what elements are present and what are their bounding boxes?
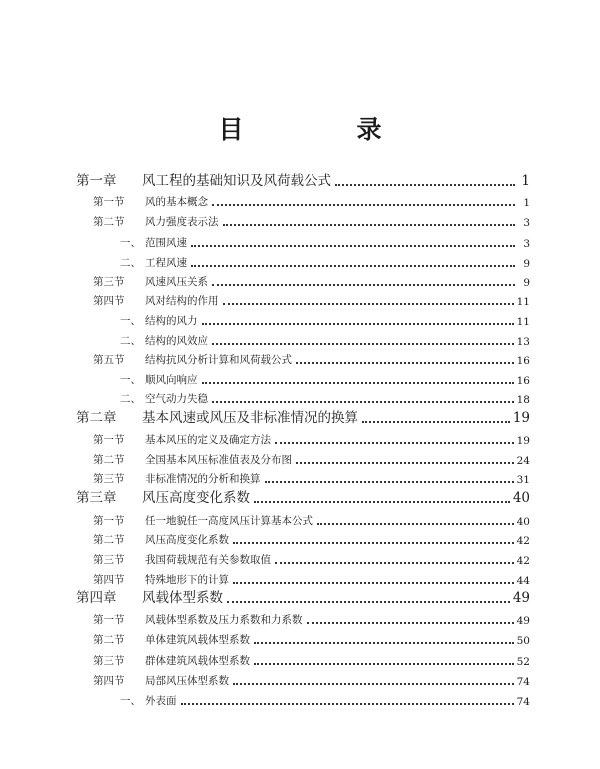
toc-entry-number: 第四节: [93, 574, 125, 586]
toc-entry-page: 9: [523, 277, 530, 289]
toc-entry-sub: [117, 311, 530, 328]
toc-entry-sub: [117, 233, 530, 250]
dot-leader: [275, 562, 514, 564]
toc-entry-page: 19: [516, 435, 530, 447]
toc-entry-sub: [117, 253, 530, 270]
toc-entry-page: 74: [516, 696, 530, 708]
dot-leader: [212, 204, 515, 206]
toc-entry-section: [93, 469, 530, 486]
dot-leader: [254, 501, 510, 503]
dot-leader: [212, 284, 515, 286]
toc-entry-page: 31: [516, 474, 530, 486]
toc-entry-sub: [117, 691, 530, 708]
toc-entry-page: 40: [512, 490, 530, 506]
toc-entry-section: [93, 651, 530, 668]
toc-entry-page: 52: [516, 656, 530, 668]
toc-entry-page: 1: [523, 197, 530, 209]
toc-entry-title: 任一地貌任一高度风压计算基本公式: [145, 515, 313, 527]
toc-entry-section: [93, 630, 530, 647]
toc-entry-page: 24: [516, 455, 530, 467]
toc-entry-page: 50: [516, 635, 530, 647]
dot-leader: [233, 582, 514, 584]
toc-entry-page: 3: [523, 217, 530, 229]
toc-entry-sub: [117, 389, 530, 406]
dot-leader: [296, 462, 514, 464]
toc-entry-chapter: [76, 489, 530, 506]
toc-entry-title: 风对结构的作用: [145, 295, 219, 307]
dot-leader: [254, 663, 514, 665]
toc-entry-page: 13: [516, 336, 530, 348]
dot-leader: [254, 642, 514, 644]
toc-entry-number: 第一章: [76, 173, 117, 189]
toc-entry-section: [93, 450, 530, 467]
dot-leader: [202, 323, 514, 325]
toc-entry-number: 第四节: [93, 675, 125, 687]
toc-entry-title: 空气动力失稳: [145, 393, 208, 405]
toc-entry-section: [93, 430, 530, 447]
toc-entry-chapter: [76, 172, 530, 189]
toc-entry-page: 3: [523, 238, 530, 250]
toc-entry-sub: [117, 370, 530, 387]
dot-leader: [181, 703, 514, 705]
toc-entry-section: [93, 671, 530, 688]
dot-leader: [191, 265, 515, 267]
toc-entry-number: 第四节: [93, 295, 125, 307]
toc-entry-number: 一、: [120, 237, 141, 249]
toc-entry-title: 局部风压体型系数: [145, 675, 229, 687]
toc-entry-number: 第三节: [93, 554, 125, 566]
toc-entry-number: 第二节: [93, 534, 125, 546]
toc-entry-number: 第一节: [93, 614, 125, 626]
toc-entry-number: 第二节: [93, 454, 125, 466]
toc-entry-title: 风载体型系数: [142, 590, 223, 606]
toc-entry-number: 第二章: [76, 410, 117, 426]
toc-entry-sub: [117, 331, 530, 348]
toc-entry-section: [93, 272, 530, 289]
toc-entry-title: 基本风速或风压及非标准情况的换算: [142, 410, 358, 426]
toc-entry-page: 49: [516, 615, 530, 627]
dot-leader: [202, 382, 514, 384]
toc-entry-number: 二、: [120, 257, 141, 269]
toc-entry-title: 风力强度表示法: [145, 216, 219, 228]
toc-entry-section: [93, 570, 530, 587]
toc-entry-page: 9: [523, 258, 530, 270]
toc-entry-number: 第二节: [93, 634, 125, 646]
toc-entry-number: 一、: [120, 315, 141, 327]
toc-entry-title: 单体建筑风载体型系数: [145, 634, 250, 646]
toc-entry-page: 49: [512, 590, 530, 606]
toc-entry-chapter: [76, 589, 530, 606]
dot-leader: [233, 683, 514, 685]
toc-entry-title: 范围风速: [145, 237, 187, 249]
toc-entry-page: 42: [516, 535, 530, 547]
toc-entry-number: 一、: [120, 695, 141, 707]
toc-entry-number: 二、: [120, 335, 141, 347]
toc-entry-title: 风压高度变化系数: [142, 490, 250, 506]
toc-entry-title: 结构的风力: [145, 315, 198, 327]
toc-entry-page: 42: [516, 555, 530, 567]
toc-entry-title: 风压高度变化系数: [145, 534, 229, 546]
toc-entry-title: 风工程的基础知识及风荷载公式: [142, 173, 331, 189]
dot-leader: [317, 523, 514, 525]
toc-entry-page: 16: [516, 355, 530, 367]
toc-entry-number: 第四章: [76, 590, 117, 606]
toc-entry-title: 结构抗风分析计算和风荷载公式: [145, 354, 292, 366]
toc-entry-section: [93, 291, 530, 308]
toc-entry-section: [93, 550, 530, 567]
dot-leader: [296, 362, 514, 364]
toc-entry-number: 第三节: [93, 473, 125, 485]
toc-entry-number: 二、: [120, 393, 141, 405]
dot-leader: [191, 245, 515, 247]
toc-entry-title: 群体建筑风载体型系数: [145, 655, 250, 667]
toc-entry-page: 1: [521, 173, 530, 189]
page-title: 目 录: [218, 115, 426, 144]
toc-entry-section: [93, 350, 530, 367]
toc-entry-title: 工程风速: [145, 257, 187, 269]
toc-entry-title: 基本风压的定义及确定方法: [145, 434, 271, 446]
dot-leader: [223, 224, 516, 226]
dot-leader: [212, 343, 514, 345]
dot-leader: [307, 622, 514, 624]
toc-entry-title: 外表面: [145, 695, 177, 707]
toc-entry-section: [93, 610, 530, 627]
dot-leader: [227, 601, 510, 603]
toc-entry-number: 第一节: [93, 515, 125, 527]
dot-leader: [362, 421, 510, 423]
toc-entry-chapter: [76, 409, 530, 426]
dot-leader: [265, 481, 514, 483]
toc-entry-number: 第一节: [93, 434, 125, 446]
toc-entry-number: 第三章: [76, 490, 117, 506]
toc-entry-title: 顺风向响应: [145, 374, 198, 386]
toc-entry-page: 11: [516, 296, 530, 308]
toc-entry-section: [93, 212, 530, 229]
toc-entry-number: 第二节: [93, 216, 125, 228]
toc-entry-page: 11: [516, 316, 530, 328]
toc-entry-title: 非标准情况的分析和换算: [145, 473, 261, 485]
toc-entry-page: 40: [516, 516, 530, 528]
toc-entry-page: 18: [516, 394, 530, 406]
toc-entry-number: 第三节: [93, 276, 125, 288]
toc-entry-number: 第三节: [93, 655, 125, 667]
dot-leader: [212, 401, 514, 403]
toc-entry-number: 一、: [120, 374, 141, 386]
dot-leader: [233, 542, 514, 544]
toc-entry-number: 第五节: [93, 354, 125, 366]
toc-entry-section: [93, 192, 530, 209]
toc-entry-section: [93, 511, 530, 528]
toc-entry-page: 74: [516, 676, 530, 688]
toc-entry-title: 结构的风效应: [145, 335, 208, 347]
toc-entry-page: 19: [512, 410, 530, 426]
toc-entry-number: 第一节: [93, 196, 125, 208]
dot-leader: [223, 303, 514, 305]
toc-entry-title: 全国基本风压标准值表及分布图: [145, 454, 292, 466]
toc-entry-title: 风载体型系数及压力系数和力系数: [145, 614, 303, 626]
toc-entry-title: 特殊地形下的计算: [145, 574, 229, 586]
toc-entry-title: 我国荷载规范有关参数取值: [145, 554, 271, 566]
toc-entry-page: 44: [516, 575, 530, 587]
toc-entry-section: [93, 530, 530, 547]
dot-leader: [335, 184, 515, 186]
toc-entry-title: 风的基本概念: [145, 196, 208, 208]
toc-entry-title: 风速风压关系: [145, 276, 208, 288]
dot-leader: [275, 442, 514, 444]
toc-entry-page: 16: [516, 375, 530, 387]
